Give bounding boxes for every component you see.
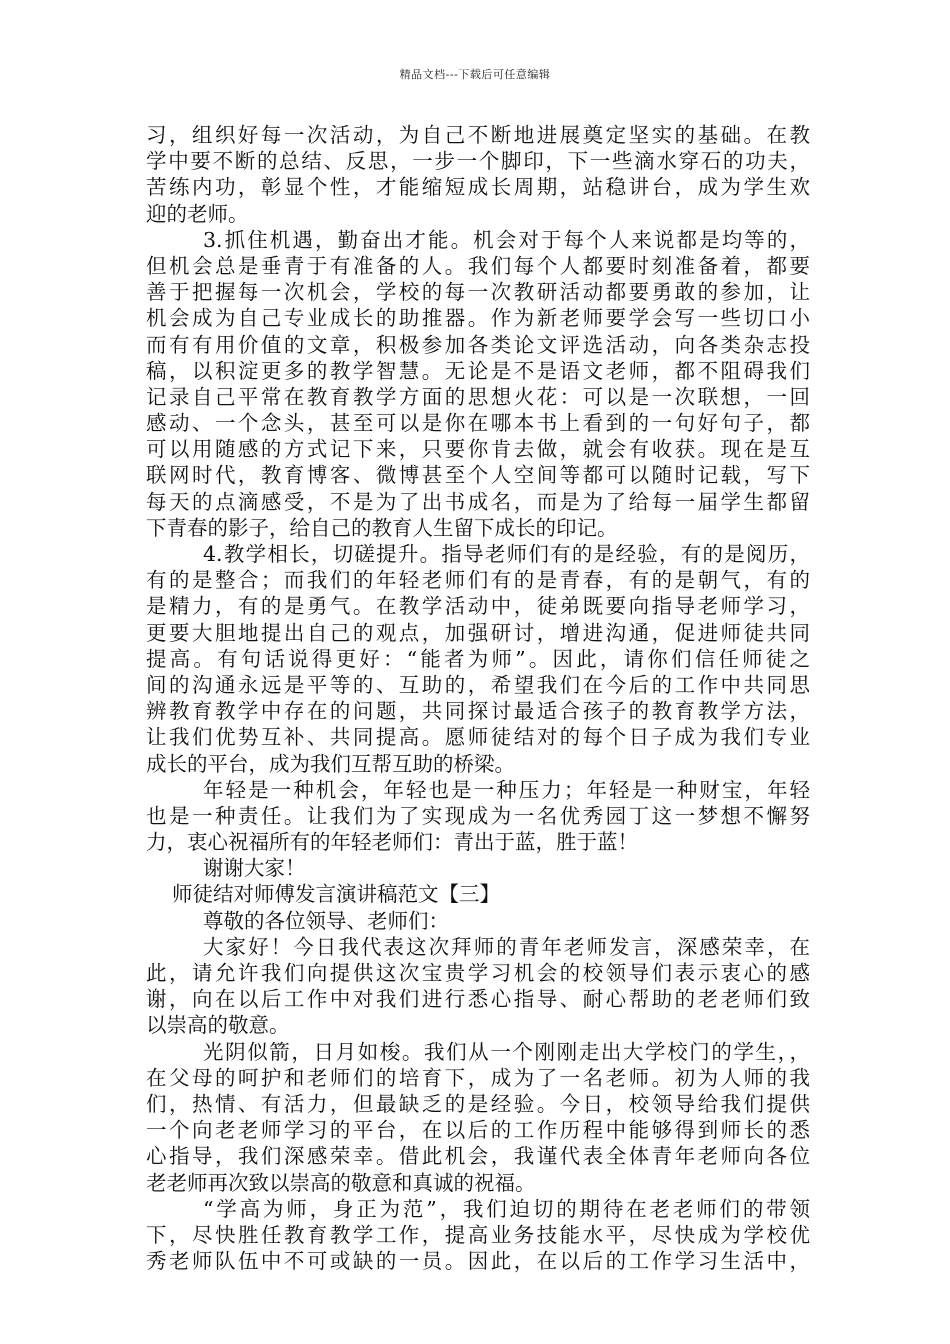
text-line: 力，衷心祝福所有的年轻老师们：青出于蓝，胜于蓝！ [146, 830, 638, 855]
text-line: 提高。有句话说得更好：“能者为师”。因此，请你们信任师徒之 [146, 646, 810, 671]
text-line: 更要大胆地提出自己的观点，加强研讨，增进沟通，促进师徒共同 [146, 620, 810, 645]
text-line: 尊敬的各位领导、老师们： [203, 908, 449, 933]
text-line: 习，组织好每一次活动，为自己不断地进展奠定坚实的基础。在教 [146, 123, 810, 147]
text-line: 迎的老师。 [146, 201, 249, 226]
text-line: 让我们优势互补、共同提高。愿师徒结对的每个日子成为我们专业 [146, 725, 810, 750]
text-line: 联网时代，教育博客、微博甚至个人空间等都可以随时记载，写下 [146, 463, 810, 488]
text-line: 大家好！今日我代表这次拜师的青年老师发言，深感荣幸，在 [203, 934, 810, 959]
text-line: 记录自己平常在教育教学方面的思想火花：可以是一次联想，一回 [146, 384, 810, 409]
text-line: 感动、一个念头，甚至可以是你在哪本书上看到的一句好句子，都 [146, 411, 810, 436]
text-line: 老老师再次致以崇高的敬意和真诚的祝福。 [146, 1170, 536, 1195]
text-line: 成长的平台，成为我们互帮互助的桥梁。 [146, 751, 515, 776]
text-line: 间的沟通永远是平等的、互助的，希望我们在今后的工作中共同思 [146, 672, 810, 697]
text-line: 而有有用价值的文章，积极参加各类论文评选活动，向各类杂志投 [146, 332, 810, 357]
text-line: 在父母的呵护和老师们的培育下，成为了一名老师。初为人师的我 [146, 1065, 810, 1090]
text-line: 学中要不断的总结、反思，一步一个脚印，下一些滴水穿石的功夫， [146, 149, 810, 174]
text-line: 秀老师队伍中不可或缺的一员。因此，在以后的工作学习生活中， [146, 1249, 810, 1274]
text-line: 但机会总是垂青于有准备的人。我们每个人都要时刻准备着，都要 [146, 253, 810, 278]
section-heading: 师徒结对师傅发言演讲稿范文【三】 [172, 882, 500, 907]
text-line: 心指导，我们深感荣幸。借此机会，我谨代表全体青年老师向各位 [146, 1144, 810, 1169]
text-line: 苦练内功，彰显个性，才能缩短成长周期，站稳讲台，成为学生欢 [146, 175, 810, 200]
text-line: “学高为师，身正为范”，我们迫切的期待在老老师们的带领 [203, 1196, 810, 1221]
text-line: 谢谢大家！ [203, 856, 306, 881]
text-line: 年轻是一种机会，年轻也是一种压力；年轻是一种财宝，年轻 [203, 777, 810, 802]
text-line: 光阴似箭，日月如梭。我们从一个刚刚走出大学校门的学生，， [203, 1039, 810, 1064]
text-line: 下青春的影子，给自己的教育人生留下成长的印记。 [146, 515, 618, 540]
text-line: 可以用随感的方式记下来，只要你肯去做，就会有收获。现在是互 [146, 437, 810, 462]
text-line: 也是一种责任。让我们为了实现成为一名优秀园丁这一梦想不懈努 [146, 803, 810, 828]
text-line: 机会成为自己专业成长的助推器。作为新老师要学会写一些切口小 [146, 306, 810, 331]
text-line: 3.抓住机遇，勤奋出才能。机会对于每个人来说都是均等的， [203, 227, 810, 252]
text-line: 4.教学相长，切磋提升。指导老师们有的是经验，有的是阅历， [203, 542, 810, 566]
text-line: 们，热情、有活力，但最缺乏的是经验。今日，校领导给我们提供 [146, 1091, 810, 1116]
text-line: 谢，向在以后工作中对我们进行悉心指导、耐心帮助的老老师们致 [146, 987, 810, 1012]
text-line: 下，尽快胜任教育教学工作，提高业务技能水平，尽快成为学校优 [146, 1222, 810, 1247]
text-line: 辨教育教学中存在的问题，共同探讨最适合孩子的教育教学方法， [146, 699, 810, 724]
text-line: 稿，以积淀更多的教学智慧。无论是不是语文老师，都不阻碍我们 [146, 358, 810, 383]
document-body [146, 122, 810, 1274]
text-line: 以崇高的敬意。 [146, 1013, 290, 1038]
text-line: 是精力，有的是勇气。在教学活动中，徒弟既要向指导老师学习， [146, 594, 810, 619]
page-header: 精品文档---下载后可任意编辑 [399, 68, 551, 81]
text-line: 有的是整合；而我们的年轻老师们有的是青春，有的是朝气，有的 [146, 568, 810, 593]
text-line: 一个向老老师学习的平台，在以后的工作历程中能够得到师长的悉 [146, 1118, 810, 1143]
text-line: 此，请允许我们向提供这次宝贵学习机会的校领导们表示衷心的感 [146, 961, 810, 985]
text-line: 善于把握每一次机会，学校的每一次教研活动都要勇敢的参加，让 [146, 280, 810, 305]
text-line: 每天的点滴感受，不是为了出书成名，而是为了给每一届学生都留 [146, 489, 810, 514]
